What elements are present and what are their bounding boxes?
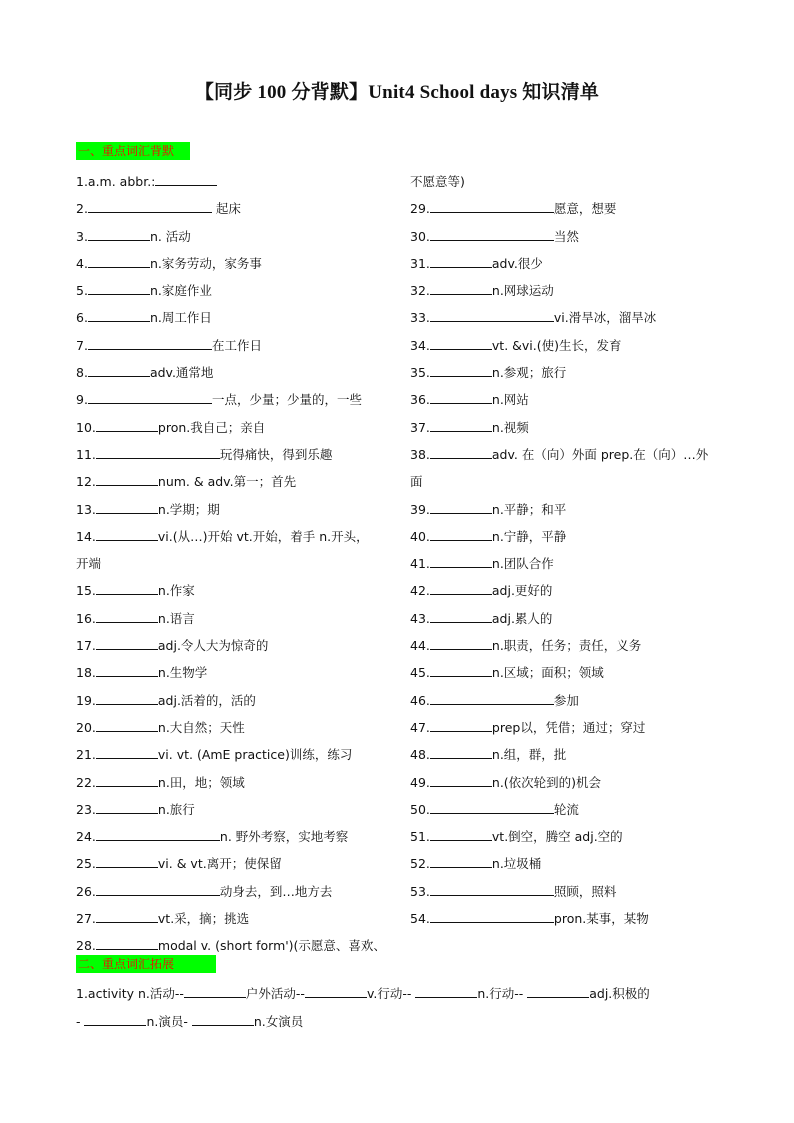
item-number: 26. bbox=[76, 883, 96, 899]
answer-blank[interactable] bbox=[430, 636, 492, 650]
item-definition: n.组，群，批 bbox=[491, 747, 567, 763]
item-number: 46. bbox=[410, 692, 430, 708]
vocab-item bbox=[410, 359, 730, 386]
item-definition: n.家庭作业 bbox=[149, 283, 212, 299]
item-definition: vi.(从…)开始 vt.开始，着手 n.开头， bbox=[157, 528, 369, 544]
item-definition: vt.采，摘；挑选 bbox=[157, 911, 250, 927]
vocab-item bbox=[410, 823, 730, 850]
item-number: 38. bbox=[410, 446, 430, 462]
answer-blank[interactable] bbox=[88, 281, 150, 295]
item-number: 10. bbox=[76, 419, 96, 435]
vocab-item bbox=[410, 796, 730, 823]
item-number: 50. bbox=[410, 801, 430, 817]
extension-line-2 bbox=[76, 1012, 303, 1030]
item-definition: vt.倒空，腾空 adj.空的 bbox=[491, 829, 623, 845]
answer-blank[interactable] bbox=[415, 984, 477, 998]
answer-blank[interactable] bbox=[96, 882, 220, 896]
item-number: 43. bbox=[410, 610, 430, 626]
vocab-item bbox=[76, 332, 406, 359]
vocab-item bbox=[76, 659, 406, 686]
vocab-item bbox=[410, 250, 730, 277]
vocab-item bbox=[410, 195, 730, 222]
item-definition: pron.我自己；亲自 bbox=[157, 419, 266, 435]
vocab-item bbox=[76, 878, 406, 905]
vocab-item bbox=[76, 468, 406, 495]
item-definition: n.垃圾桶 bbox=[491, 856, 542, 872]
item-number: 11. bbox=[76, 446, 96, 462]
item-number: 42. bbox=[410, 583, 430, 599]
answer-blank[interactable] bbox=[96, 909, 158, 923]
answer-blank[interactable] bbox=[96, 773, 158, 787]
item-number: 27. bbox=[76, 911, 96, 927]
item-definition: n.宁静，平静 bbox=[491, 528, 567, 544]
item-number: 13. bbox=[76, 501, 96, 517]
item-definition: 照顾，照料 bbox=[553, 883, 617, 899]
item-number: 6. bbox=[76, 310, 88, 326]
answer-blank[interactable] bbox=[430, 773, 492, 787]
item-number: 17. bbox=[76, 638, 96, 654]
item-definition: n.(依次轮到的)机会 bbox=[491, 774, 602, 790]
extension-text: adj.积极的 bbox=[589, 986, 650, 1001]
answer-blank[interactable] bbox=[430, 718, 492, 732]
vocab-item bbox=[410, 659, 730, 686]
item-number: 40. bbox=[410, 528, 430, 544]
vocab-item bbox=[76, 714, 406, 741]
item-definition: n.周工作日 bbox=[149, 310, 212, 326]
item-definition: vi.滑旱冰，溜旱冰 bbox=[553, 310, 657, 326]
vocab-item bbox=[410, 523, 730, 550]
item-number: 35. bbox=[410, 365, 430, 381]
vocab-item bbox=[410, 878, 730, 905]
answer-blank[interactable] bbox=[96, 718, 158, 732]
answer-blank[interactable] bbox=[96, 418, 158, 432]
item-definition: n. 活动 bbox=[149, 228, 191, 244]
item-number: 44. bbox=[410, 638, 430, 654]
item-definition: n.作家 bbox=[157, 583, 195, 599]
answer-blank[interactable] bbox=[430, 609, 492, 623]
item-definition: n. 野外考察，实地考察 bbox=[219, 829, 349, 845]
answer-blank[interactable] bbox=[88, 227, 150, 241]
vocab-item bbox=[410, 223, 730, 250]
item-definition: n.语言 bbox=[157, 610, 195, 626]
vocab-item bbox=[76, 414, 406, 441]
extension-text: 户外活动-- bbox=[245, 986, 305, 1001]
answer-blank[interactable] bbox=[96, 691, 158, 705]
item-definition: vi. vt. (AmE practice)训练，练习 bbox=[157, 747, 353, 763]
vocab-item bbox=[410, 687, 730, 714]
item-number: 41. bbox=[410, 556, 430, 572]
item-definition: 当然 bbox=[553, 228, 579, 244]
vocab-item bbox=[76, 523, 406, 550]
right-column bbox=[410, 168, 730, 932]
vocab-item bbox=[76, 769, 406, 796]
vocab-item bbox=[410, 714, 730, 741]
answer-blank[interactable] bbox=[430, 827, 492, 841]
answer-blank[interactable] bbox=[96, 500, 158, 514]
vocab-item bbox=[76, 359, 406, 386]
vocab-item bbox=[410, 441, 730, 468]
item-definition: adj.活着的，活的 bbox=[157, 692, 256, 708]
item-number: 32. bbox=[410, 283, 430, 299]
vocab-item bbox=[410, 850, 730, 877]
item-definition: 轮流 bbox=[553, 801, 579, 817]
vocab-item bbox=[76, 496, 406, 523]
item-definition: n.团队合作 bbox=[491, 556, 554, 572]
extension-text: v.行动-- bbox=[366, 986, 416, 1001]
answer-blank[interactable] bbox=[96, 609, 158, 623]
section-heading-vocabulary: 一、重点词汇背默 bbox=[76, 142, 190, 160]
item-definition: n.区域；面积；领域 bbox=[491, 665, 604, 681]
answer-blank[interactable] bbox=[430, 254, 492, 268]
answer-blank[interactable] bbox=[430, 418, 492, 432]
item-number: 39. bbox=[410, 501, 430, 517]
answer-blank[interactable] bbox=[96, 636, 158, 650]
extension-text: - bbox=[76, 1014, 85, 1029]
vocab-item bbox=[410, 496, 730, 523]
item-number: 54. bbox=[410, 911, 430, 927]
answer-blank[interactable] bbox=[96, 936, 158, 950]
answer-blank[interactable] bbox=[430, 581, 492, 595]
answer-blank[interactable] bbox=[430, 691, 554, 705]
vocab-item bbox=[76, 304, 406, 331]
item-definition: 起床 bbox=[211, 201, 241, 217]
vocab-item bbox=[76, 632, 406, 659]
item-number: 24. bbox=[76, 829, 96, 845]
vocab-item bbox=[410, 769, 730, 796]
item-number: 3. bbox=[76, 228, 88, 244]
vocab-item bbox=[410, 386, 730, 413]
vocab-item bbox=[76, 168, 406, 195]
item-number: 14. bbox=[76, 528, 96, 544]
item-number: 52. bbox=[410, 856, 430, 872]
item-number: 4. bbox=[76, 255, 88, 271]
item-definition: vi. & vt.离开；使保留 bbox=[157, 856, 282, 872]
item-definition: 参加 bbox=[553, 692, 579, 708]
item-number: 9. bbox=[76, 392, 88, 408]
item-definition: n.网球运动 bbox=[491, 283, 554, 299]
vocab-item bbox=[410, 577, 730, 604]
answer-blank[interactable] bbox=[155, 172, 217, 186]
item-definition: num. & adv.第一；首先 bbox=[157, 474, 297, 490]
answer-blank[interactable] bbox=[96, 472, 158, 486]
answer-blank[interactable] bbox=[88, 363, 150, 377]
item-continuation: 面 bbox=[410, 474, 423, 490]
answer-blank[interactable] bbox=[84, 1012, 146, 1026]
answer-blank[interactable] bbox=[430, 445, 492, 459]
item-number: 16. bbox=[76, 610, 96, 626]
answer-blank[interactable] bbox=[430, 854, 492, 868]
answer-blank[interactable] bbox=[430, 500, 492, 514]
item-number: 49. bbox=[410, 774, 430, 790]
vocab-item bbox=[76, 905, 406, 932]
item-number: 34. bbox=[410, 337, 430, 353]
answer-blank[interactable] bbox=[96, 527, 158, 541]
answer-blank[interactable] bbox=[430, 390, 492, 404]
item-definition: 愿意，想要 bbox=[553, 201, 617, 217]
item-number: 7. bbox=[76, 337, 88, 353]
item-definition: 一点，少量；少量的，一些 bbox=[211, 392, 362, 408]
answer-blank[interactable] bbox=[88, 308, 150, 322]
item-definition: n.职责，任务；责任，义务 bbox=[491, 638, 642, 654]
answer-blank[interactable] bbox=[96, 581, 158, 595]
item-number: 45. bbox=[410, 665, 430, 681]
extension-text: n.行动-- bbox=[477, 986, 528, 1001]
vocab-item bbox=[76, 195, 406, 222]
item-definition: n.旅行 bbox=[157, 801, 195, 817]
item-number: 31. bbox=[410, 255, 430, 271]
item-definition: adj.累人的 bbox=[491, 610, 553, 626]
item-number: 53. bbox=[410, 883, 430, 899]
item-definition: n.大自然；天性 bbox=[157, 719, 245, 735]
answer-blank[interactable] bbox=[527, 984, 589, 998]
answer-blank[interactable] bbox=[430, 227, 554, 241]
item-number: 48. bbox=[410, 747, 430, 763]
answer-blank[interactable] bbox=[430, 909, 554, 923]
answer-blank[interactable] bbox=[88, 199, 212, 213]
answer-blank[interactable] bbox=[430, 363, 492, 377]
answer-blank[interactable] bbox=[430, 882, 554, 896]
vocab-item bbox=[76, 441, 406, 468]
answer-blank[interactable] bbox=[430, 308, 554, 322]
vocab-item bbox=[410, 605, 730, 632]
item-definition: modal v. (short form')(示愿意、喜欢、 bbox=[157, 938, 386, 954]
answer-blank[interactable] bbox=[96, 854, 158, 868]
item-number: 29. bbox=[410, 201, 430, 217]
item-definition: n.参观；旅行 bbox=[491, 365, 567, 381]
item-definition: n.生物学 bbox=[157, 665, 208, 681]
item-number: 23. bbox=[76, 801, 96, 817]
item-number: 1.a.m. abbr.: bbox=[76, 174, 156, 189]
vocab-item bbox=[76, 277, 406, 304]
vocab-item bbox=[410, 277, 730, 304]
vocab-item bbox=[76, 741, 406, 768]
item-number: 37. bbox=[410, 419, 430, 435]
answer-blank[interactable] bbox=[430, 527, 492, 541]
item-definition: adv.很少 bbox=[491, 255, 543, 271]
item-number: 18. bbox=[76, 665, 96, 681]
vocab-item bbox=[76, 850, 406, 877]
vocab-item bbox=[410, 304, 730, 331]
vocab-item bbox=[76, 577, 406, 604]
item-number: 12. bbox=[76, 474, 96, 490]
answer-blank[interactable] bbox=[96, 445, 220, 459]
page-title: 【同步 100 分背默】Unit4 School days 知识清单 bbox=[194, 82, 600, 103]
answer-blank[interactable] bbox=[430, 745, 492, 759]
answer-blank[interactable] bbox=[192, 1012, 254, 1026]
answer-blank[interactable] bbox=[88, 390, 212, 404]
item-number: 51. bbox=[410, 829, 430, 845]
extension-line-1 bbox=[76, 984, 650, 1002]
item-number: 28. bbox=[76, 938, 96, 954]
vocab-item bbox=[410, 741, 730, 768]
answer-blank[interactable] bbox=[430, 199, 554, 213]
item-definition: prep以，凭借；通过；穿过 bbox=[491, 719, 646, 735]
vocab-item bbox=[410, 550, 730, 577]
item-number: 30. bbox=[410, 228, 430, 244]
item-definition: pron.某事，某物 bbox=[553, 911, 649, 927]
item-definition: n.田，地；领域 bbox=[157, 774, 245, 790]
vocab-item bbox=[410, 414, 730, 441]
answer-blank[interactable] bbox=[430, 336, 492, 350]
answer-blank[interactable] bbox=[430, 554, 492, 568]
vocab-item bbox=[76, 386, 406, 413]
vocab-item bbox=[410, 332, 730, 359]
item-number: 8. bbox=[76, 365, 88, 381]
item-number: 36. bbox=[410, 392, 430, 408]
section-heading-extension: 二、重点词汇拓展 bbox=[76, 955, 216, 973]
item-number: 21. bbox=[76, 747, 96, 763]
vocab-item bbox=[410, 905, 730, 932]
item-definition: n.学期；期 bbox=[157, 501, 220, 517]
item-definition: vt. &vi.(使)生长，发育 bbox=[491, 337, 622, 353]
vocab-item bbox=[76, 605, 406, 632]
vocab-item bbox=[76, 823, 406, 850]
item-number: 19. bbox=[76, 692, 96, 708]
answer-blank[interactable] bbox=[184, 984, 246, 998]
item-number: 20. bbox=[76, 719, 96, 735]
left-column bbox=[76, 168, 406, 960]
item-number: 33. bbox=[410, 310, 430, 326]
answer-blank[interactable] bbox=[96, 827, 220, 841]
item-number: 47. bbox=[410, 719, 430, 735]
vocab-item bbox=[76, 250, 406, 277]
vocab-item bbox=[76, 687, 406, 714]
item-continuation: 开端 bbox=[76, 556, 102, 572]
answer-blank[interactable] bbox=[96, 745, 158, 759]
item-definition: n.网站 bbox=[491, 392, 529, 408]
answer-blank[interactable] bbox=[430, 663, 492, 677]
item-number: 22. bbox=[76, 774, 96, 790]
item-definition: n.平静；和平 bbox=[491, 501, 567, 517]
answer-blank[interactable] bbox=[305, 984, 367, 998]
item-definition: n.视频 bbox=[491, 419, 529, 435]
answer-blank[interactable] bbox=[96, 663, 158, 677]
extension-text: n.女演员 bbox=[253, 1014, 304, 1029]
answer-blank[interactable] bbox=[430, 800, 554, 814]
item-definition: n.家务劳动，家务事 bbox=[149, 255, 262, 271]
extension-text: 1.activity n.活动-- bbox=[76, 986, 184, 1001]
item-number: 15. bbox=[76, 583, 96, 599]
vocab-item bbox=[410, 632, 730, 659]
item-definition: adv. 在（向）外面 prep.在（向）…外 bbox=[491, 446, 709, 462]
item-number: 2. bbox=[76, 201, 88, 217]
item-definition: 动身去，到…地方去 bbox=[219, 883, 333, 899]
item-number: 25. bbox=[76, 856, 96, 872]
item-definition: 玩得痛快，得到乐趣 bbox=[219, 446, 333, 462]
vocab-item bbox=[76, 796, 406, 823]
answer-blank[interactable] bbox=[430, 281, 492, 295]
item-number: 5. bbox=[76, 283, 88, 299]
item-definition: adj.令人大为惊奇的 bbox=[157, 638, 269, 654]
extension-text: n.演员- bbox=[146, 1014, 192, 1029]
vocab-item bbox=[76, 223, 406, 250]
answer-blank[interactable] bbox=[96, 800, 158, 814]
answer-blank[interactable] bbox=[88, 336, 212, 350]
item-continuation: 不愿意等) bbox=[410, 174, 465, 189]
item-definition: adj.更好的 bbox=[491, 583, 553, 599]
item-definition: 在工作日 bbox=[211, 337, 262, 353]
answer-blank[interactable] bbox=[88, 254, 150, 268]
item-definition: adv.通常地 bbox=[149, 365, 214, 381]
